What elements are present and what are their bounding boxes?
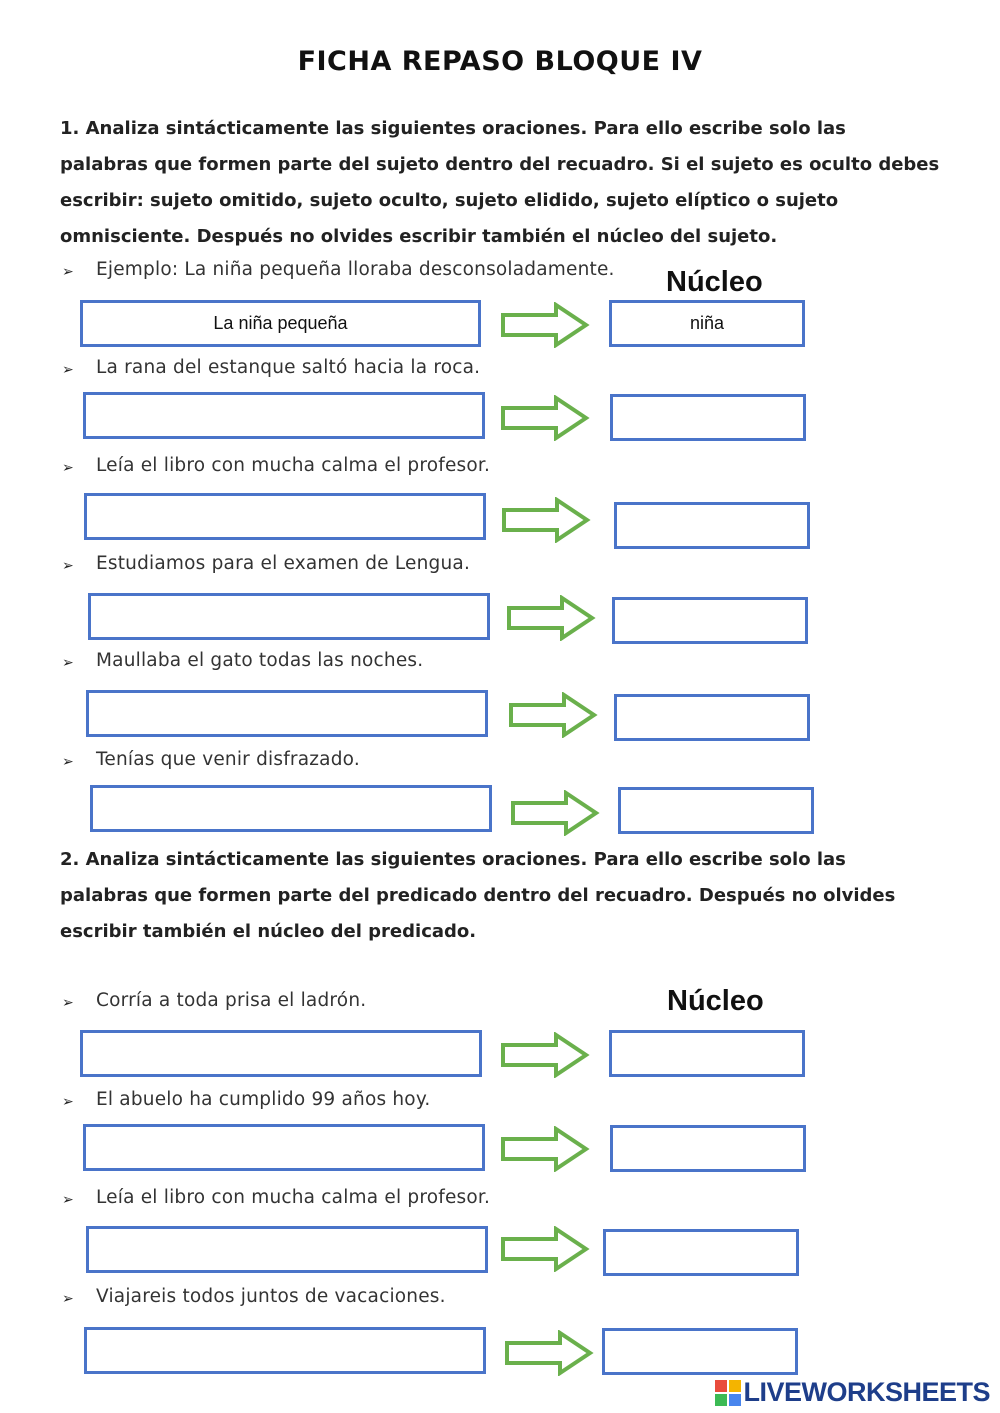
bullet-icon: ➢ (62, 1291, 74, 1307)
bullet-icon: ➢ (62, 1192, 74, 1208)
example-sentence: Ejemplo: La niña pequeña lloraba desconsoladamente. (96, 259, 615, 280)
s1-item-4-sentence: Maullaba el gato todas las noches. (96, 650, 424, 671)
section1-instructions: 1. Analiza sintácticamente las siguientes oraciones. Para ello escribe solo las palabras que formen parte del sujeto dentro del recuadro. Si el sujeto es oculto debes escribir: sujeto omitido, sujeto oculto, sujeto elidido, sujeto elíptico o sujeto omnisciente. Después no olvides escribir también el núcleo del sujeto. (60, 118, 940, 247)
s1-item-2-subject-input[interactable] (84, 493, 486, 540)
bullet-icon: ➢ (62, 995, 74, 1011)
arrow-right-icon (500, 1226, 590, 1272)
s2-item-4-sentence: Viajareis todos juntos de vacaciones. (96, 1286, 446, 1307)
s1-item-2-sentence: Leía el libro con mucha calma el profesor. (96, 455, 491, 476)
s2-item-3-nucleus-input[interactable] (603, 1229, 799, 1276)
subject-answer-box: La niña pequeña (80, 300, 481, 347)
brand-name: LIVEWORKSHEETS (743, 1377, 990, 1407)
arrow-right-icon (510, 790, 600, 836)
s1-item-1-subject-input[interactable] (83, 392, 485, 439)
s1-item-5-nucleus-input[interactable] (618, 787, 814, 834)
s2-item-3-sentence: Leía el libro con mucha calma el profesor. (96, 1187, 491, 1208)
bullet-icon: ➢ (62, 655, 74, 671)
liveworksheets-logo-icon (715, 1380, 741, 1406)
bullet-icon: ➢ (62, 558, 74, 574)
s1-item-5-sentence: Tenías que venir disfrazado. (96, 749, 360, 770)
nucleo-label: Núcleo (667, 985, 764, 1017)
bullet-icon: ➢ (62, 754, 74, 770)
bullet-icon: ➢ (62, 264, 74, 280)
s2-item-1-sentence: Corría a toda prisa el ladrón. (96, 990, 367, 1011)
bullet-icon: ➢ (62, 1094, 74, 1110)
s1-item-4-nucleus-input[interactable] (614, 694, 810, 741)
s2-item-1-nucleus-input[interactable] (609, 1030, 805, 1077)
s1-item-3-sentence: Estudiamos para el examen de Lengua. (96, 553, 471, 574)
section2-instructions: 2. Analiza sintácticamente las siguientes oraciones. Para ello escribe solo las palabras que formen parte del predicado dentro del recuadro. Después no olvides escribir también el núcleo del predicado. (60, 849, 896, 942)
s2-item-4-nucleus-input[interactable] (602, 1328, 798, 1375)
page-title: FICHA REPASO BLOQUE IV (297, 46, 703, 77)
bullet-icon: ➢ (62, 362, 74, 378)
arrow-right-icon (506, 595, 596, 641)
arrow-right-icon (504, 1330, 594, 1376)
arrow-right-icon (500, 1126, 590, 1172)
s2-item-2-predicate-input[interactable] (83, 1124, 485, 1171)
s1-item-1-sentence: La rana del estanque saltó hacia la roca. (96, 357, 481, 378)
s1-item-3-subject-input[interactable] (88, 593, 490, 640)
liveworksheets-brand (715, 1377, 990, 1408)
nucleo-label: Núcleo (666, 266, 763, 298)
s2-item-4-predicate-input[interactable] (84, 1327, 486, 1374)
s2-item-2-nucleus-input[interactable] (610, 1125, 806, 1172)
s2-item-2-sentence: El abuelo ha cumplido 99 años hoy. (96, 1089, 431, 1110)
s1-item-3-nucleus-input[interactable] (612, 597, 808, 644)
s1-item-4-subject-input[interactable] (86, 690, 488, 737)
s2-item-1-predicate-input[interactable] (80, 1030, 482, 1077)
arrow-right-icon (500, 302, 590, 348)
s1-item-5-subject-input[interactable] (90, 785, 492, 832)
arrow-right-icon (501, 497, 591, 543)
bullet-icon: ➢ (62, 460, 74, 476)
nucleus-answer-box: niña (609, 300, 805, 347)
s1-item-1-nucleus-input[interactable] (610, 394, 806, 441)
arrow-right-icon (508, 692, 598, 738)
arrow-right-icon (500, 1032, 590, 1078)
s2-item-3-predicate-input[interactable] (86, 1226, 488, 1273)
arrow-right-icon (500, 395, 590, 441)
s1-item-2-nucleus-input[interactable] (614, 502, 810, 549)
